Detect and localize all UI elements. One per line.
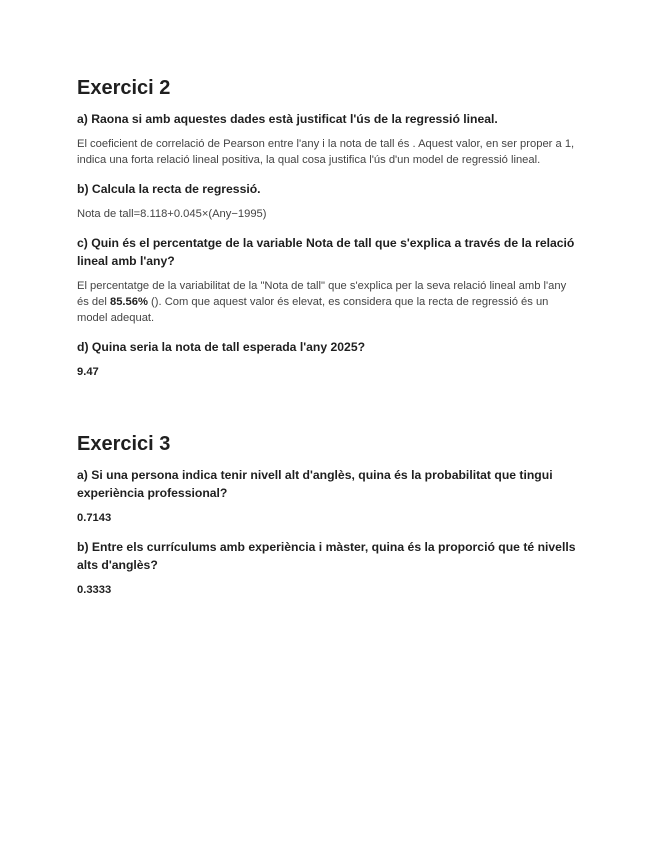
exercise-3-title: Exercici 3 [77,433,171,455]
exercise-2-question-c: c) Quin és el percentatge de la variable Nota de tall que s'explica a través de la relació lineal amb l'any? [77,236,575,268]
exercise-2-answer-a: El coeficient de correlació de Pearson entre l'any i la nota de tall és . Aquest valor, en ser proper a 1, indica una forta relació lineal positiva, la qual cosa justifica l'ús d'un model de regressió lineal. [77,138,575,166]
exercise-3-question-b: b) Entre els currículums amb experiència i màster, quina és la proporció que té nivells alts d'anglès? [77,540,576,572]
exercise-3-answer-a: 0.7143 [77,512,112,524]
exercise-2-title: Exercici 2 [77,77,171,99]
exercise-3-answer-b: 0.3333 [77,584,112,596]
exercise-3-question-a: a) Si una persona indica tenir nivell alt d'anglès, quina és la probabilitat que tingui experiència professional? [77,468,553,500]
exercise-2-answer-c [77,278,577,326]
exercise-2-answer-b: Nota de tall=8.118+0.045×(Any−1995) [77,208,267,220]
exercise-2-question-b: b) Calcula la recta de regressió. [77,182,261,196]
exercise-2-question-a: a) Raona si amb aquestes dades està justificat l'ús de la regressió lineal. [77,112,498,126]
exercise-2-question-d: d) Quina seria la nota de tall esperada l'any 2025? [77,340,366,354]
exercise-2-answer-c-part1: El percentatge de la variabilitat de la "Nota de tall" que s'explica per la seva relació lineal amb l'any és del [77,280,567,308]
exercise-2-answer-d: 9.47 [77,366,99,378]
exercise-3-section [77,432,577,610]
exercise-2-answer-c-percentage: 85.56% [109,296,148,308]
exercise-2-section [77,76,577,392]
exercise-2-answer-c-part2: (). Com que aquest valor és elevat, es considera que la recta de regressió és un model adequat. [77,296,549,324]
